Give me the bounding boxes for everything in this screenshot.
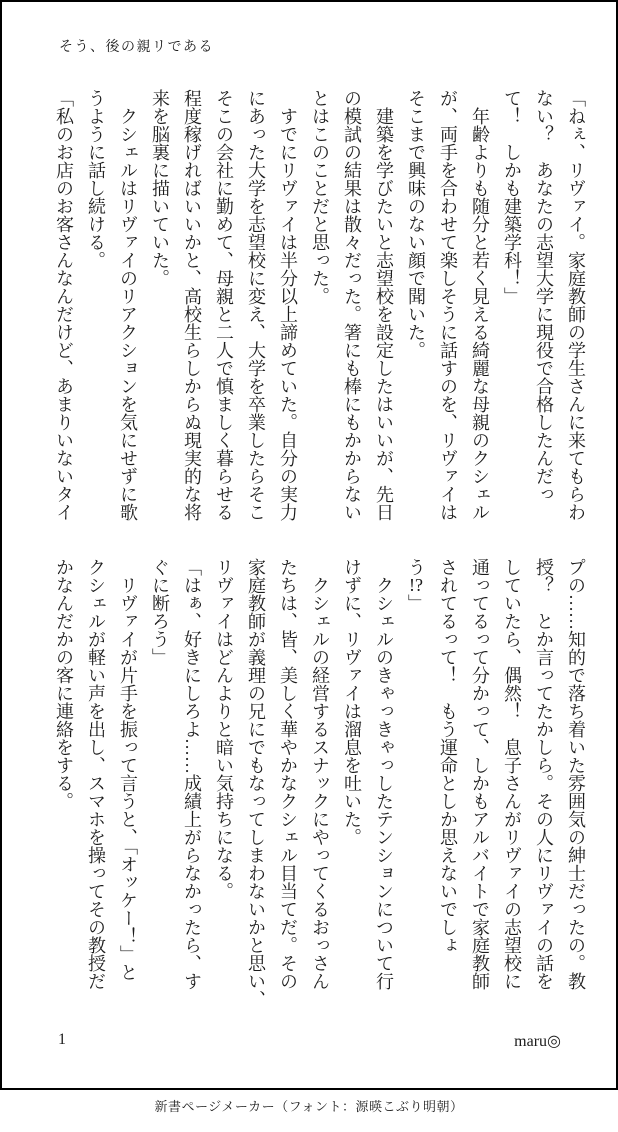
vertical-text-block-bottom: プの……知的で落ち着いた雰囲気の紳士だったの。教 授？ とか言ってたかしら。その人にリヴァイの話を していたら、偶然！ 息子さんがリヴァイの志望校に 通ってるって分かって、しかもアルバイトで家庭教師 されてるって！ もう運命としか思えないでしょ う!?」 クシェルのきゃっきゃっしたテンションについて行 けずに、リヴァイは溜息を吐いた。 クシェルの経営するスナックにやってくるおっさん たちは、皆、美しく華やかなクシェル目当てだ。その 家庭教師が義理の兄にでもなってしまわないかと思い、 リヴァイはどんよりと暗い気持ちになる。 「はぁ、好きにしろよ……成績上がらなかったら、す ぐに断ろう」 リヴァイが片手を振って言うと、「オッケー！」と クシェルが軽い声を出し、スマホを操ってその教授だ かなんだかの客に連絡をする。 — [54, 558, 586, 1008]
page-header-title: そう、後の親リである — [59, 40, 214, 55]
footer-note: 新書ページメーカー（フォント：源暎こぶり明朝） — [154, 1099, 464, 1114]
page-number: 1 — [58, 1031, 66, 1048]
author-credit: maru◎ — [514, 1033, 561, 1050]
interrobang-tatechuyoko: !? — [409, 576, 423, 594]
vertical-text-block-top: 「ねぇ、リヴァイ。家庭教師の学生さんに来てもらわ ない？ あなたの志望大学に現役で合格したんだっ て！ しかも建築学科！」 年齢よりも随分と若く見える綺麗な母親のクシェル が、両手を合わせて楽しそうに話すのを、リヴァイは そこまで興味のない顔で聞いた。 建築を学びたいと志望校を設定したはいいが、先日 の模試の結果は散々だった。箸にも棒にもかからない とはこのことだと思った。 すでにリヴァイは半分以上諦めていた。自分の実力 にあった大学を志望校に変え、大学を卒業したらそこ そこの会社に勤めて、母親と二人で慎ましく暮らせる 程度稼げればいいかと、高校生らしからぬ現実的な将 来を脳裏に描いていた。 クシェルはリヴァイのリアクションを気にせずに歌 うように話し続ける。 「私のお店のお客さんなんだけど、あまりいないタイ — [54, 89, 586, 521]
